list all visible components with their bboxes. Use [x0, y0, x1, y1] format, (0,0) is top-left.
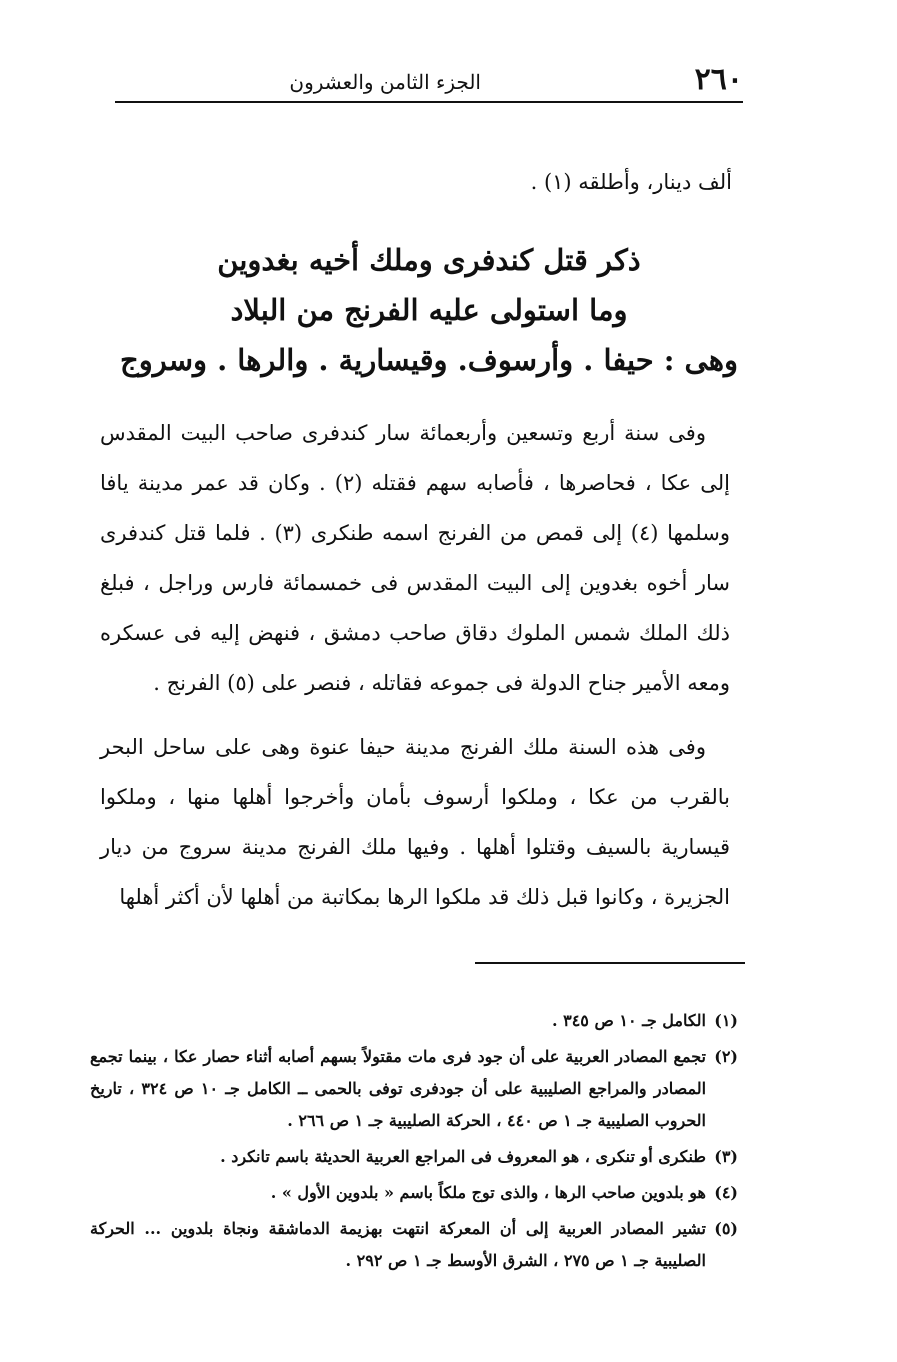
footnote-3: [90, 1141, 738, 1173]
footnote-4: [90, 1177, 738, 1209]
section-heading-line-2: وما استولى عليه الفرنج من البلاد: [230, 293, 628, 327]
footnote-5: [90, 1213, 738, 1277]
footnote-number: (٢): [714, 1047, 738, 1066]
paragraph-1: وفى سنة أربع وتسعين وأربعمائة سار كندفرى صاحب البيت المقدس إلى عكا ، فحاصرها ، فأصابه سهم فقتله (٢) . وكان قد عمر مدينة يافا وسلمها (٤) إلى قمص من الفرنج اسمه طنكرى (٣) . فلما قتل كندفرى سار أخوه بغدوين إلى البيت المقدس فى خمسمائة فارس وراجل ، فبلغ ذلك الملك شمس الملوك دقاق صاحب دمشق ، فنهض إليه فى عسكره ومعه الأمير جناح الدولة فى جموعه فقاتله ، فنصر على (٥) الفرنج .: [100, 421, 731, 695]
running-title: الجزء الثامن والعشرون: [289, 70, 481, 94]
footnote-rule: [475, 962, 745, 964]
running-header: [115, 62, 743, 98]
page-number: ٢٦٠: [694, 62, 743, 97]
footnote-text: هو بلدوين صاحب الرها ، والذى توج ملكاً باسم « بلدوين الأول » .: [270, 1183, 706, 1202]
footnote-number: (٤): [714, 1183, 738, 1202]
footnote-1: [90, 1005, 738, 1037]
section-heading-line-3: وهى : حيفا . وأرسوف. وقيسارية . والرها . وسروج: [119, 343, 739, 377]
footnote-number: (٥): [714, 1219, 738, 1238]
footnote-number: (١): [714, 1011, 738, 1030]
footnote-number: (٣): [714, 1147, 738, 1166]
footnote-text: طنكرى أو تنكرى ، هو المعروف فى المراجع العربية الحديثة باسم تانكرد .: [220, 1147, 706, 1166]
footnotes: [90, 1005, 738, 1281]
footnote-text: تجمع المصادر العربية على أن جود فرى مات مقتولاً بسهم أصابه أثناء حصار عكا ، بينما تجمع المصادر والمراجع الصليبية على أن جودفرى توفى بالحمى ــ الكامل جـ ١٠ ص ٣٢٤ ، تاريخ الحروب الصليبية جـ ١ ص ٤٤٠ ، الحركة الصليبية جـ ١ ص ٢٦٦ .: [90, 1047, 707, 1130]
footnote-text: تشير المصادر العربية إلى أن المعركة انتهت بهزيمة الدماشقة ونجاة بلدوين ... الحركة الصليبية جـ ١ ص ٢٧٥ ، الشرق الأوسط جـ ١ ص ٢٩٢ .: [90, 1219, 706, 1270]
footnote-text: الكامل جـ ١٠ ص ٣٤٥ .: [551, 1011, 706, 1030]
footnote-2: [90, 1041, 738, 1137]
header-rule: [115, 101, 743, 103]
section-heading-line-1: ذكر قتل كندفرى وملك أخيه بغدوين: [217, 243, 641, 277]
paragraph-2: وفى هذه السنة ملك الفرنج مدينة حيفا عنوة وهى على ساحل البحر بالقرب من عكا ، وملكوا أرسوف بأمان وأخرجوا أهلها منها ، وملكوا قيسارية بالسيف وقتلوا أهلها . وفيها ملك الفرنج مدينة سروج من ديار الجزيرة ، وكانوا قبل ذلك قد ملكوا الرها بمكاتبة من أهلها لأن أكثر أهلها: [100, 735, 730, 909]
opening-line: ألف دينار، وأطلقه (١) .: [530, 170, 732, 194]
